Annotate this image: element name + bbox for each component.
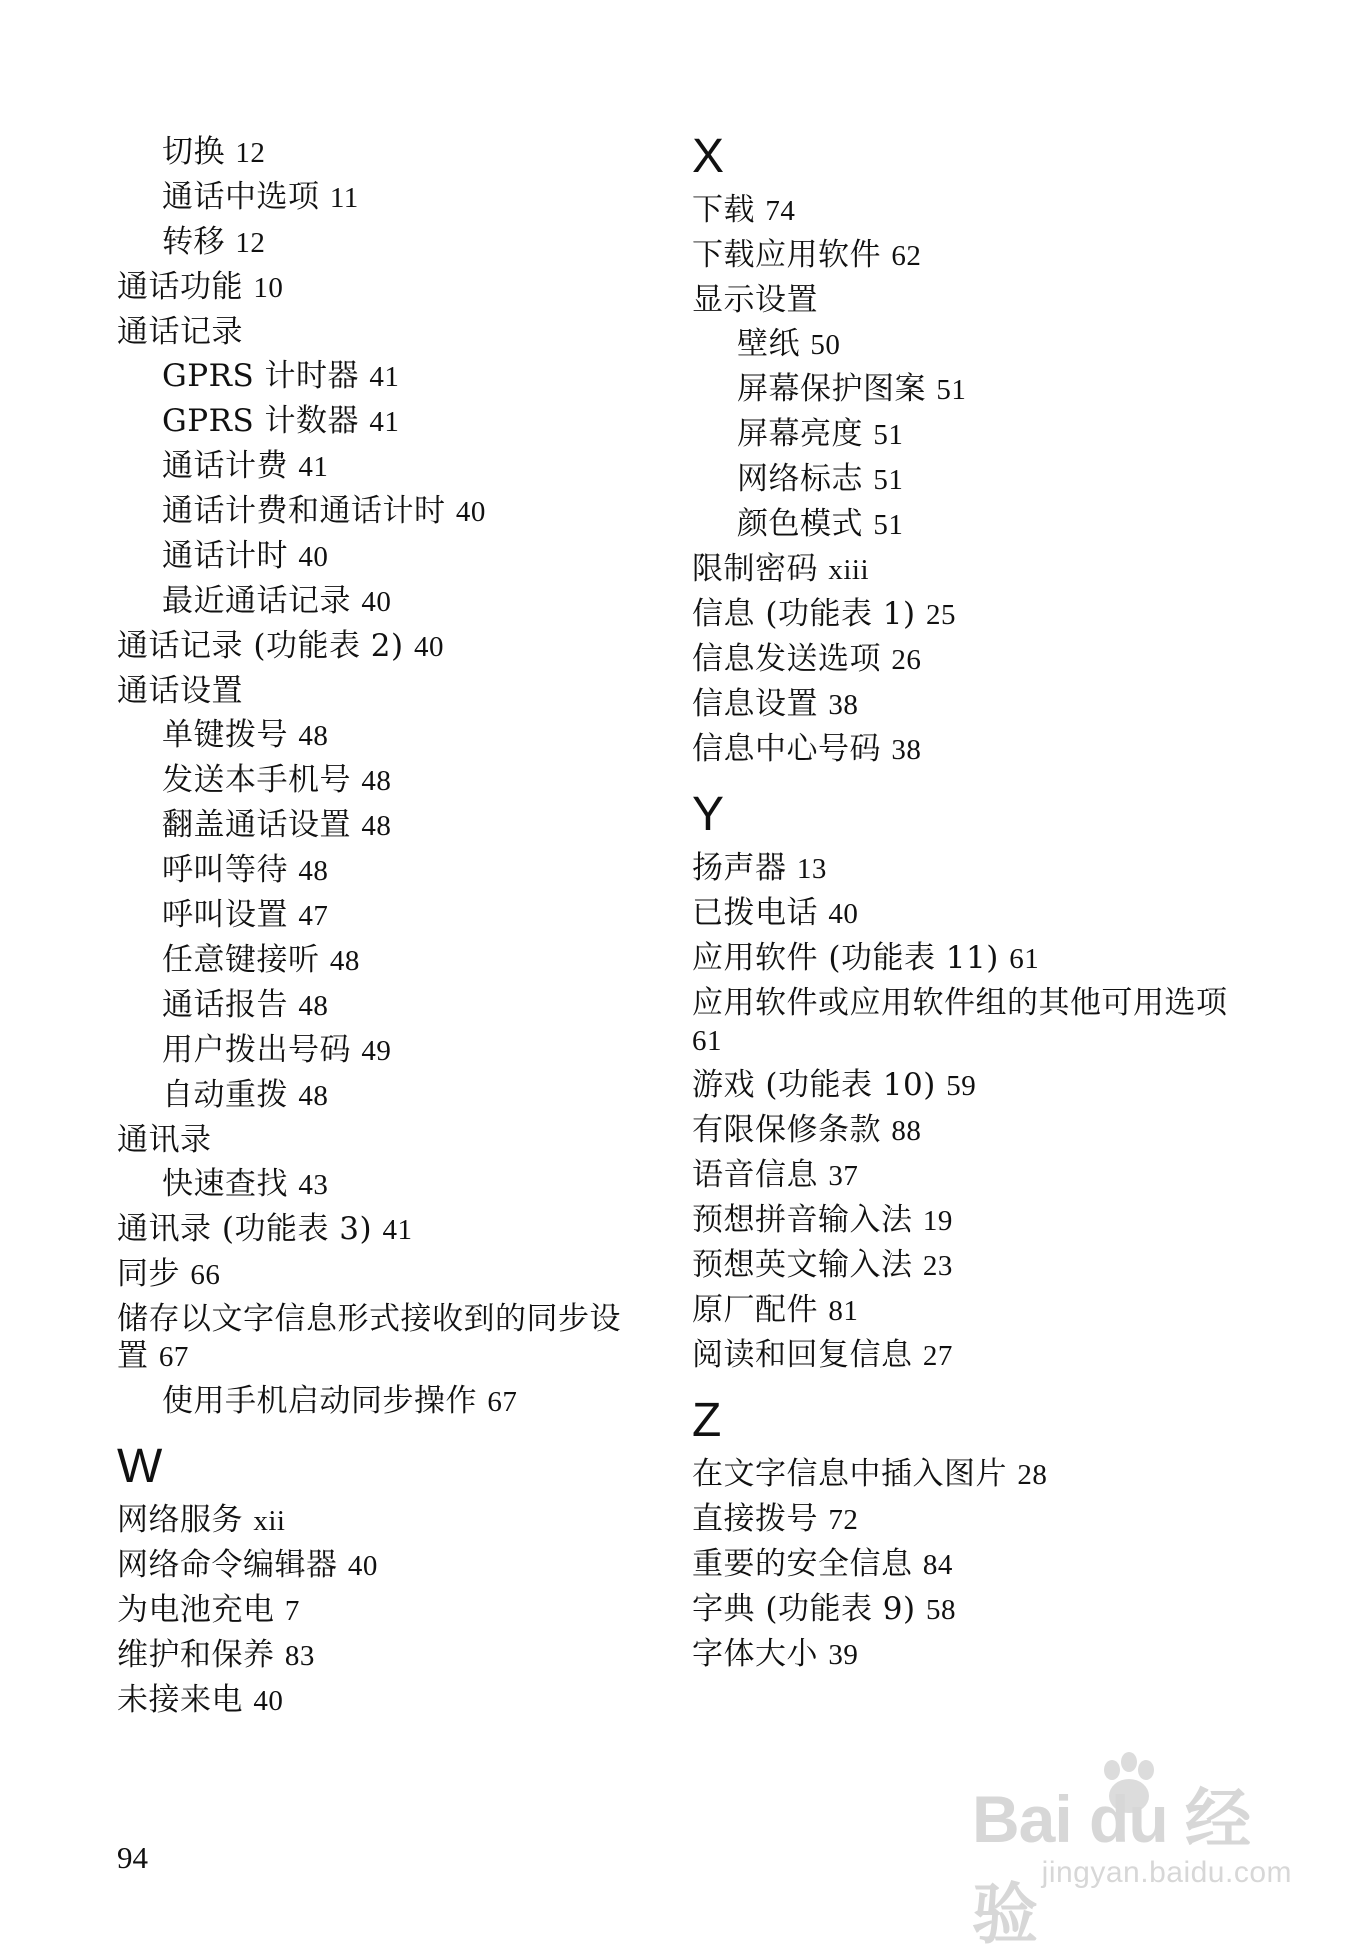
index-subentry — [117, 534, 637, 579]
index-entry — [692, 936, 1232, 981]
index-term: 维护和保养 — [117, 1637, 275, 1673]
page-reference: 66 — [190, 1259, 221, 1291]
page-reference: 74 — [765, 195, 796, 227]
index-term: 通话记录 — [117, 314, 243, 350]
page-reference: 62 — [891, 240, 922, 272]
baidu-jingyan-watermark — [972, 1758, 1292, 1951]
index-term: 壁纸 — [737, 326, 800, 362]
index-entry — [692, 682, 1232, 727]
index-subentry — [117, 713, 637, 758]
index-subentry — [117, 1297, 637, 1379]
index-entry — [692, 891, 1232, 936]
page-reference: 40 — [361, 586, 392, 618]
index-entry — [692, 547, 1232, 592]
index-entry — [692, 1452, 1232, 1497]
index-subentry — [117, 983, 637, 1028]
index-entry — [117, 1543, 637, 1588]
index-term: 信息中心号码 — [692, 731, 881, 767]
index-term: 颜色模式 — [737, 506, 863, 542]
index-entry — [692, 1243, 1232, 1288]
index-term: 快速查找 — [162, 1166, 288, 1202]
index-subentry — [117, 1379, 637, 1424]
page-reference: 48 — [361, 810, 392, 842]
index-subentry — [692, 367, 1232, 412]
index-entry — [692, 637, 1232, 682]
index-term: 发送本手机号 — [162, 762, 351, 798]
index-subentry — [117, 220, 637, 265]
index-entry — [117, 624, 637, 669]
index-term: 通讯录 — [117, 1122, 212, 1158]
index-term: 通话计费和通话计时 — [162, 493, 446, 529]
page-reference: 26 — [891, 644, 922, 676]
index-term: 限制密码 — [692, 551, 818, 587]
index-subentry — [692, 502, 1232, 547]
index-entry — [692, 1063, 1232, 1108]
index-term: 在文字信息中插入图片 — [692, 1456, 1007, 1492]
index-term: 阅读和回复信息 — [692, 1337, 913, 1373]
index-term: 单键拨号 — [162, 717, 288, 753]
index-subentry — [117, 1073, 637, 1118]
index-term: 游戏 (功能表 10) — [692, 1067, 936, 1103]
index-entry — [692, 1632, 1232, 1677]
page-reference: 67 — [487, 1386, 518, 1418]
index-entry — [117, 265, 637, 310]
index-term: 应用软件 (功能表 11) — [692, 940, 999, 976]
section-letter: X — [692, 130, 725, 183]
index-term: 通话记录 (功能表 2) — [117, 628, 404, 664]
page-reference: 37 — [828, 1160, 859, 1192]
page-reference: 72 — [828, 1504, 859, 1536]
page-reference: 61 — [1009, 943, 1040, 975]
page-reference: 40 — [253, 1685, 284, 1717]
index-term: 通话报告 — [162, 987, 288, 1023]
index-subentry — [692, 322, 1232, 367]
index-term: 网络服务 — [117, 1502, 243, 1538]
page-reference: 49 — [361, 1035, 392, 1067]
index-subentry — [117, 579, 637, 624]
index-term: 字体大小 — [692, 1636, 818, 1672]
index-subentry — [692, 412, 1232, 457]
page-reference: xiii — [828, 554, 870, 586]
index-term: 通话中选项 — [162, 179, 320, 215]
page-reference: 12 — [235, 137, 266, 169]
page-reference: 40 — [298, 541, 329, 573]
index-subentry — [117, 938, 637, 983]
index-term: 重要的安全信息 — [692, 1546, 913, 1582]
index-term: 信息发送选项 — [692, 641, 881, 677]
index-entry — [117, 1118, 637, 1162]
index-term: 语音信息 — [692, 1157, 818, 1193]
index-entry — [117, 1498, 637, 1543]
index-entry — [692, 1587, 1232, 1632]
index-column-right — [692, 130, 1232, 1677]
page-reference: 51 — [873, 509, 904, 541]
page-reference: 67 — [158, 1341, 189, 1373]
index-term: 下载 — [692, 192, 755, 228]
index-term: 同步 — [117, 1256, 180, 1292]
index-subentry — [117, 893, 637, 938]
index-subentry — [117, 803, 637, 848]
index-term: 显示设置 — [692, 282, 818, 318]
index-term: 储存以文字信息形式接收到的同步设置 — [117, 1301, 621, 1374]
page-reference: 40 — [455, 496, 486, 528]
page-reference: 51 — [873, 464, 904, 496]
index-term: 预想英文输入法 — [692, 1247, 913, 1283]
section-letter: W — [117, 1440, 163, 1493]
index-subentry — [117, 444, 637, 489]
page-reference: 38 — [891, 734, 922, 766]
page-reference: 61 — [692, 1025, 722, 1057]
index-term: 用户拨出号码 — [162, 1032, 351, 1068]
page-reference: 48 — [298, 855, 329, 887]
index-entry — [692, 278, 1232, 322]
index-term: 任意键接听 — [162, 942, 320, 978]
index-term: 通话功能 — [117, 269, 243, 305]
index-entry — [117, 1252, 637, 1297]
page-number: 94 — [117, 1840, 148, 1875]
page-reference: 50 — [810, 329, 841, 361]
index-term: 原厂配件 — [692, 1292, 818, 1328]
page-reference: 23 — [922, 1250, 953, 1282]
index-term: 字典 (功能表 9) — [692, 1591, 916, 1627]
page-reference: 40 — [828, 898, 859, 930]
index-term: 呼叫设置 — [162, 897, 288, 933]
page-reference: 38 — [828, 689, 859, 721]
index-entry — [692, 592, 1232, 637]
index-entry — [692, 188, 1232, 233]
index-term: 通话计费 — [162, 448, 288, 484]
page-reference: 83 — [284, 1640, 315, 1672]
page-reference: 47 — [298, 900, 329, 932]
index-subentry — [117, 175, 637, 220]
page-reference: 11 — [329, 182, 359, 214]
index-term: 通话设置 — [117, 673, 243, 709]
page-reference: 19 — [922, 1205, 953, 1237]
index-entry — [117, 310, 637, 354]
index-term: 使用手机启动同步操作 — [162, 1383, 477, 1419]
index-term: 屏幕保护图案 — [737, 371, 926, 407]
index-term: 信息设置 — [692, 686, 818, 722]
index-term: 转移 — [162, 224, 225, 260]
page-reference: 88 — [891, 1115, 922, 1147]
section-letter: Y — [692, 788, 725, 841]
index-entry — [692, 1198, 1232, 1243]
index-entry — [692, 233, 1232, 278]
page-reference: 51 — [936, 374, 967, 406]
index-term: 切换 — [162, 134, 225, 170]
watermark-logo-text: Bai du 经验 — [972, 1782, 1251, 1951]
index-term: 为电池充电 — [117, 1592, 275, 1628]
page-reference: 13 — [796, 853, 827, 885]
page-reference: 7 — [284, 1595, 300, 1627]
page-reference: 48 — [298, 1080, 329, 1112]
page-reference: 25 — [925, 599, 956, 631]
index-subentry — [117, 758, 637, 803]
index-entry — [692, 1288, 1232, 1333]
page-reference: 84 — [922, 1549, 953, 1581]
page-reference: 12 — [235, 227, 266, 259]
page-reference: 59 — [946, 1070, 977, 1102]
index-term: 直接拨号 — [692, 1501, 818, 1537]
index-subentry — [692, 457, 1232, 502]
index-term: 扬声器 — [692, 850, 787, 886]
page-reference: 28 — [1017, 1459, 1048, 1491]
page-reference: 58 — [925, 1594, 956, 1626]
index-term: 预想拼音输入法 — [692, 1202, 913, 1238]
page-reference: 48 — [329, 945, 360, 977]
index-term: 信息 (功能表 1) — [692, 596, 916, 632]
page-reference: 41 — [382, 1214, 413, 1246]
page-reference: 48 — [298, 720, 329, 752]
index-entry — [692, 1333, 1232, 1378]
page-reference: 48 — [298, 990, 329, 1022]
index-subentry — [117, 1028, 637, 1073]
section-letter: Z — [692, 1394, 722, 1447]
index-term: GPRS 计数器 — [162, 403, 360, 439]
index-entry — [117, 1678, 637, 1723]
page-reference: xii — [253, 1505, 286, 1537]
page-reference: 41 — [298, 451, 329, 483]
page-reference: 39 — [828, 1639, 859, 1671]
index-entry — [117, 1588, 637, 1633]
index-subentry — [117, 848, 637, 893]
index-term: 有限保修条款 — [692, 1112, 881, 1148]
index-term: 下载应用软件 — [692, 237, 881, 273]
index-term: 屏幕亮度 — [737, 416, 863, 452]
page-reference: 41 — [369, 406, 400, 438]
watermark-url-text: jingyan.baidu.com — [1041, 1856, 1292, 1889]
index-term: 最近通话记录 — [162, 583, 351, 619]
index-term: 网络命令编辑器 — [117, 1547, 338, 1583]
index-entry — [692, 727, 1232, 772]
index-entry — [117, 1633, 637, 1678]
index-term: 已拨电话 — [692, 895, 818, 931]
index-subentry — [117, 130, 637, 175]
index-entry — [692, 1153, 1232, 1198]
page-reference: 48 — [361, 765, 392, 797]
index-term: 翻盖通话设置 — [162, 807, 351, 843]
index-term: 未接来电 — [117, 1682, 243, 1718]
index-subentry — [117, 489, 637, 534]
index-entry — [692, 1497, 1232, 1542]
index-term: 呼叫等待 — [162, 852, 288, 888]
page-reference: 43 — [298, 1169, 329, 1201]
index-column-left — [117, 130, 637, 1723]
page-reference: 10 — [253, 272, 284, 304]
index-entry — [692, 846, 1232, 891]
index-term: 网络标志 — [737, 461, 863, 497]
page-reference: 41 — [369, 361, 400, 393]
index-term: 自动重拨 — [162, 1077, 288, 1113]
index-entry — [117, 669, 637, 713]
index-subentry — [117, 354, 637, 399]
index-entry — [692, 1108, 1232, 1153]
page-reference: 81 — [828, 1295, 859, 1327]
index-subentry — [117, 1162, 637, 1207]
page-reference: 51 — [873, 419, 904, 451]
index-entry — [692, 1542, 1232, 1587]
page-reference: 27 — [922, 1340, 953, 1372]
page-reference: 40 — [413, 631, 444, 663]
page-reference: 40 — [347, 1550, 378, 1582]
index-term: GPRS 计时器 — [162, 358, 360, 394]
index-term: 通话计时 — [162, 538, 288, 574]
index-entry — [692, 981, 1232, 1063]
index-term: 通讯录 (功能表 3) — [117, 1211, 373, 1247]
index-subentry — [117, 399, 637, 444]
index-entry — [117, 1207, 637, 1252]
index-term: 应用软件或应用软件组的其他可用选项 — [692, 985, 1228, 1021]
